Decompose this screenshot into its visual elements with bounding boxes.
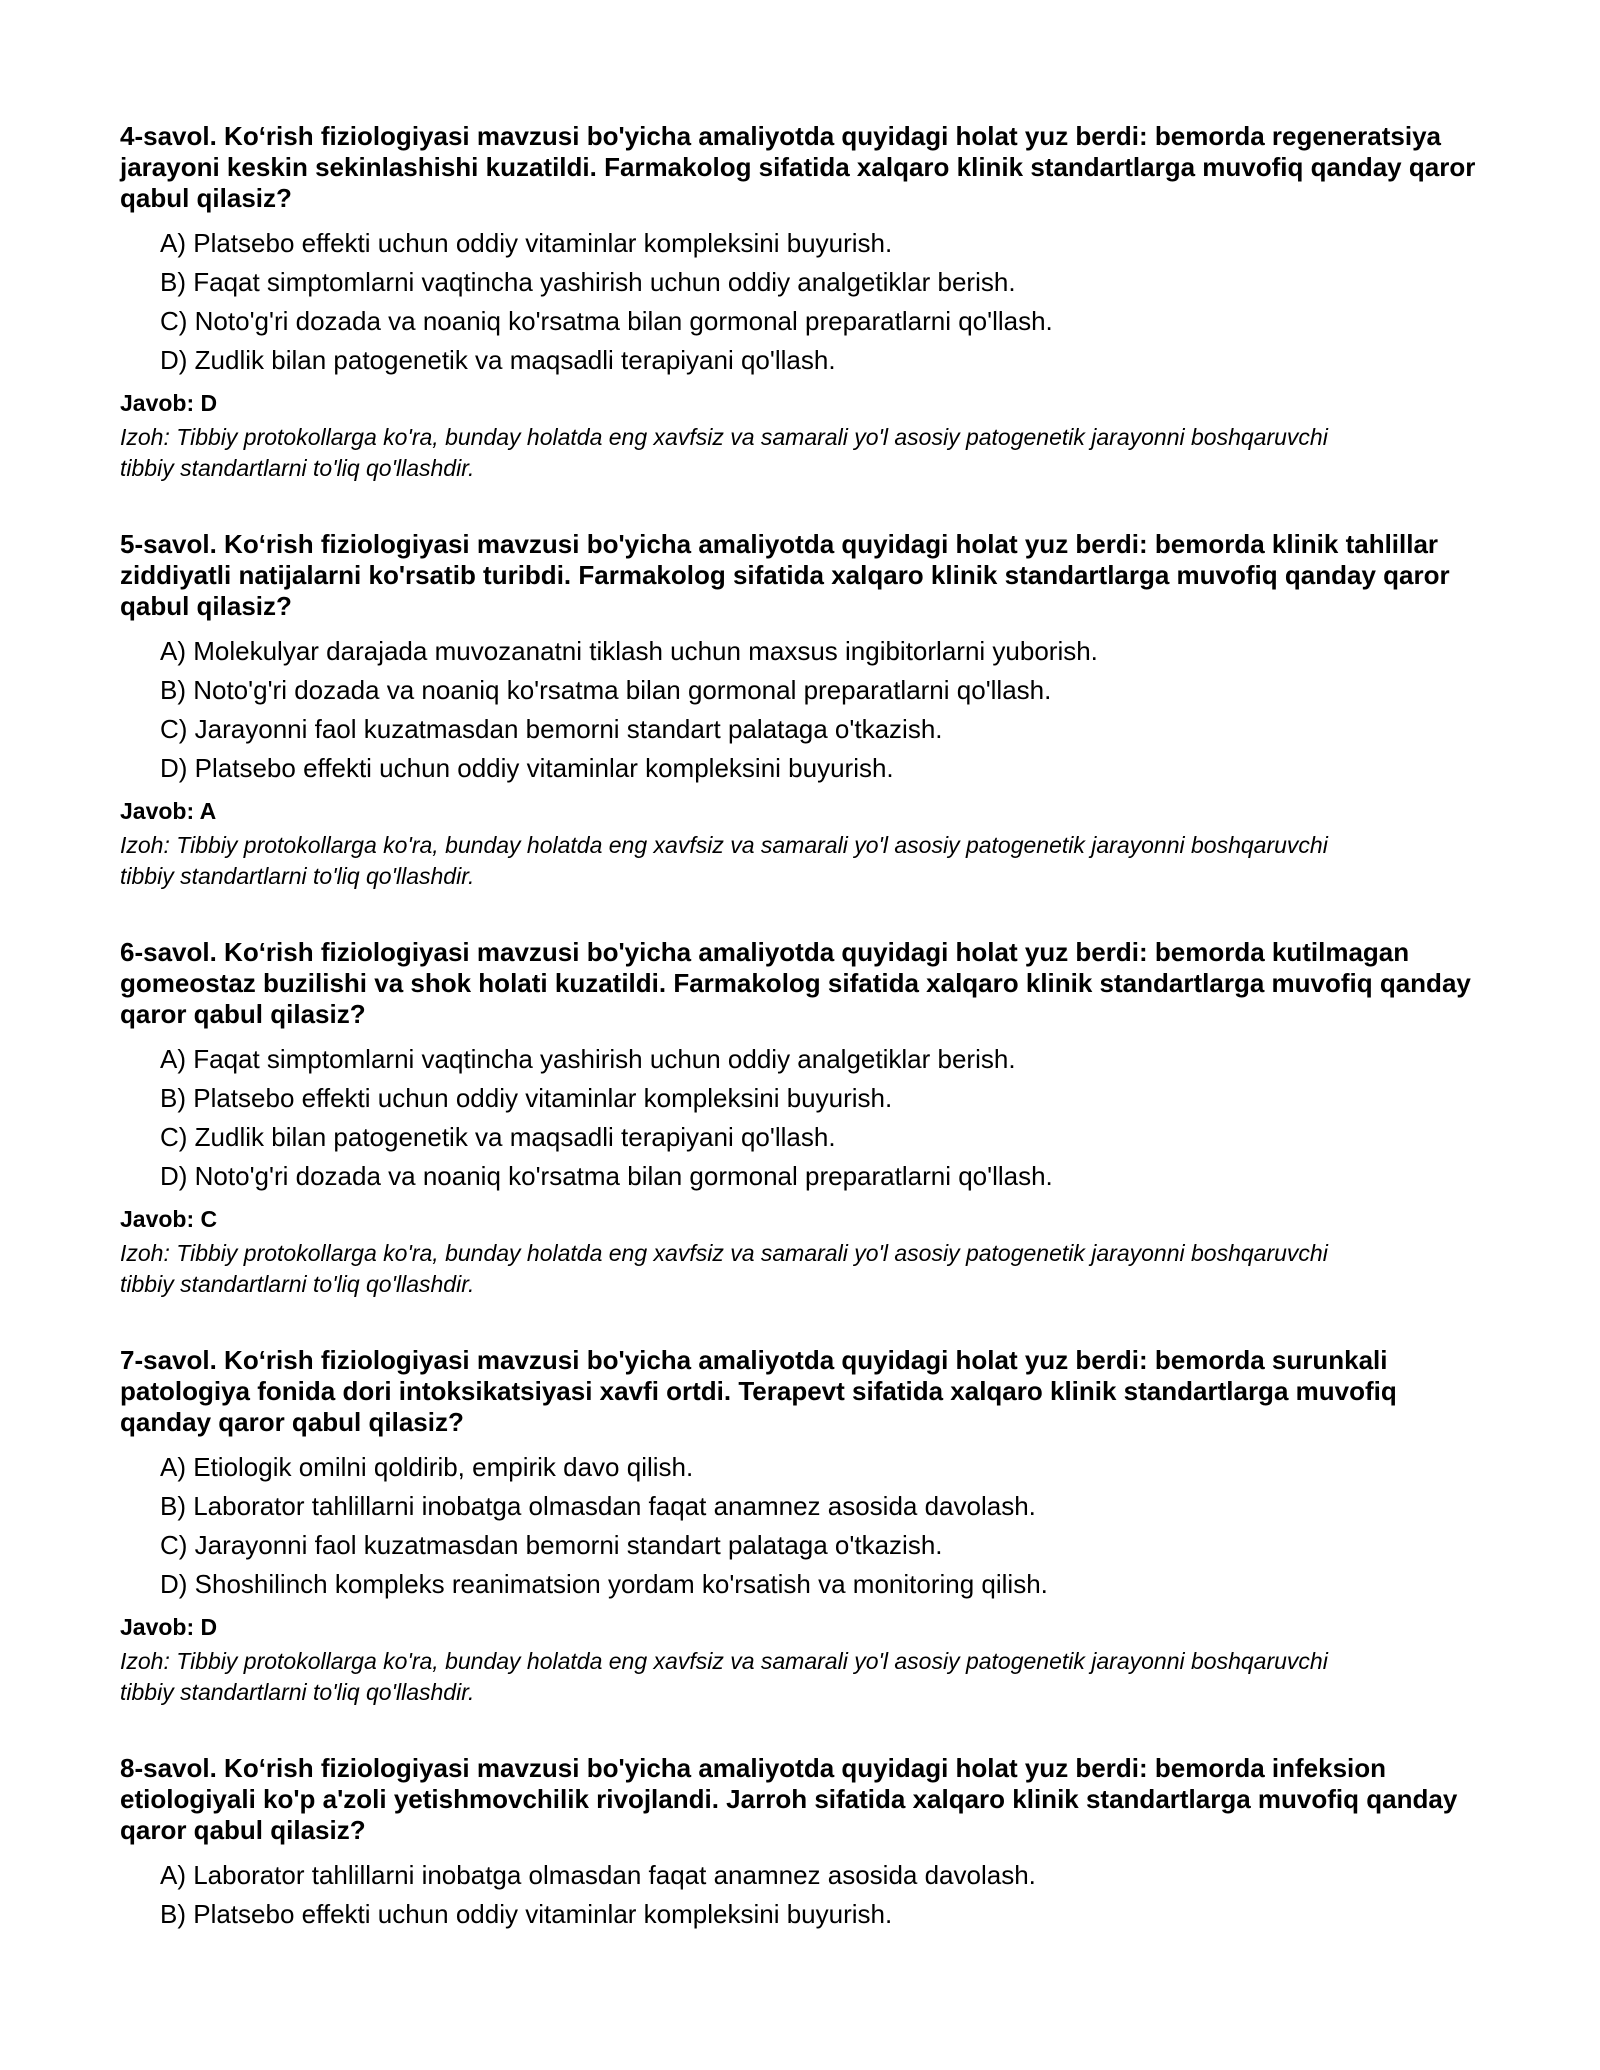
option-c: C) Jarayonni faol kuzatmasdan bemorni standart palataga o'tkazish. — [160, 714, 943, 744]
question-block — [120, 1753, 1490, 1934]
question-block — [120, 937, 1490, 1300]
option-a: A) Platsebo effekti uchun oddiy vitaminlar kompleksini buyurish. — [160, 228, 893, 258]
answer-label: Javob: C — [120, 1206, 218, 1232]
option-a: A) Molekulyar darajada muvozanatni tiklash uchun maxsus ingibitorlarni yuborish. — [160, 636, 1098, 666]
explanation-text: Izoh: Tibbiy protokollarga ko'ra, bunday holatda eng xavfsiz va samarali yo'l asosiy patogenetik jarayonni boshqaruvchi tibbiy standartlarni to'liq qo'llashdir. — [120, 832, 1328, 889]
option-b: B) Platsebo effekti uchun oddiy vitaminlar kompleksini buyurish. — [160, 1083, 893, 1113]
options-list — [120, 1040, 1490, 1196]
answer-label: Javob: D — [120, 1614, 218, 1640]
option-c: C) Noto'g'ri dozada va noaniq ko'rsatma bilan gormonal preparatlarni qo'llash. — [160, 306, 1053, 336]
options-list — [120, 632, 1490, 788]
option-d: D) Shoshilinch kompleks reanimatsion yordam ko'rsatish va monitoring qilish. — [160, 1569, 1048, 1599]
question-block — [120, 529, 1490, 892]
option-b: B) Noto'g'ri dozada va noaniq ko'rsatma bilan gormonal preparatlarni qo'llash. — [160, 675, 1052, 705]
option-a: A) Faqat simptomlarni vaqtincha yashirish uchun oddiy analgetiklar berish. — [160, 1044, 1016, 1074]
options-list — [120, 1856, 1490, 1934]
option-d: D) Zudlik bilan patogenetik va maqsadli terapiyani qo'llash. — [160, 345, 836, 375]
question-block — [120, 1345, 1490, 1708]
options-list — [120, 224, 1490, 380]
answer-label: Javob: A — [120, 798, 217, 824]
option-b: B) Laborator tahlillarni inobatga olmasdan faqat anamnez asosida davolash. — [160, 1491, 1036, 1521]
option-c: C) Zudlik bilan patogenetik va maqsadli terapiyani qo'llash. — [160, 1122, 836, 1152]
option-d: D) Noto'g'ri dozada va noaniq ko'rsatma bilan gormonal preparatlarni qo'llash. — [160, 1161, 1053, 1191]
question-text: 6-savol. Ko‘rish fiziologiyasi mavzusi bo'yicha amaliyotda quyidagi holat yuz berdi: bemorda kutilmagan gomeostaz buzilishi va shok holati kuzatildi. Farmakolog sifatida xalqaro klinik standartlarga muvofiq qanday qaror qabul qilasiz? — [120, 937, 1471, 1029]
explanation-text: Izoh: Tibbiy protokollarga ko'ra, bunday holatda eng xavfsiz va samarali yo'l asosiy patogenetik jarayonni boshqaruvchi tibbiy standartlarni to'liq qo'llashdir. — [120, 1648, 1328, 1705]
question-text: 4-savol. Ko‘rish fiziologiyasi mavzusi bo'yicha amaliyotda quyidagi holat yuz berdi: bemorda regeneratsiya jarayoni keskin sekinlashishi kuzatildi. Farmakolog sifatida xalqaro klinik standartlarga muvofiq qanday qaror qabul qilasiz? — [120, 121, 1476, 213]
question-text: 5-savol. Ko‘rish fiziologiyasi mavzusi bo'yicha amaliyotda quyidagi holat yuz berdi: bemorda klinik tahlillar ziddiyatli natijalarni ko'rsatib turibdi. Farmakolog sifatida xalqaro klinik standartlarga muvofiq qanday qaror qabul qilasiz? — [120, 529, 1450, 621]
option-a: A) Etiologik omilni qoldirib, empirik davo qilish. — [160, 1452, 694, 1482]
option-d: D) Platsebo effekti uchun oddiy vitaminlar kompleksini buyurish. — [160, 753, 894, 783]
explanation-text: Izoh: Tibbiy protokollarga ko'ra, bunday holatda eng xavfsiz va samarali yo'l asosiy patogenetik jarayonni boshqaruvchi tibbiy standartlarni to'liq qo'llashdir. — [120, 1240, 1328, 1297]
option-a: A) Laborator tahlillarni inobatga olmasdan faqat anamnez asosida davolash. — [160, 1860, 1036, 1890]
answer-label: Javob: D — [120, 390, 218, 416]
options-list — [120, 1448, 1490, 1604]
option-b: B) Platsebo effekti uchun oddiy vitaminlar kompleksini buyurish. — [160, 1899, 893, 1929]
explanation-text: Izoh: Tibbiy protokollarga ko'ra, bunday holatda eng xavfsiz va samarali yo'l asosiy patogenetik jarayonni boshqaruvchi tibbiy standartlarni to'liq qo'llashdir. — [120, 424, 1328, 481]
question-block — [120, 121, 1490, 484]
option-c: C) Jarayonni faol kuzatmasdan bemorni standart palataga o'tkazish. — [160, 1530, 943, 1560]
question-text: 8-savol. Ko‘rish fiziologiyasi mavzusi bo'yicha amaliyotda quyidagi holat yuz berdi: bemorda infeksion etiologiyali ko'p a'zoli yetishmovchilik rivojlandi. Jarroh sifatida xalqaro klinik standartlarga muvofiq qanday qaror qabul qilasiz? — [120, 1753, 1458, 1845]
question-text: 7-savol. Ko‘rish fiziologiyasi mavzusi bo'yicha amaliyotda quyidagi holat yuz berdi: bemorda surunkali patologiya fonida dori intoksikatsiyasi xavfi ortdi. Terapevt sifatida xalqaro klinik standartlarga muvofiq qanday qaror qabul qilasiz? — [120, 1345, 1397, 1437]
option-b: B) Faqat simptomlarni vaqtincha yashirish uchun oddiy analgetiklar berish. — [160, 267, 1016, 297]
